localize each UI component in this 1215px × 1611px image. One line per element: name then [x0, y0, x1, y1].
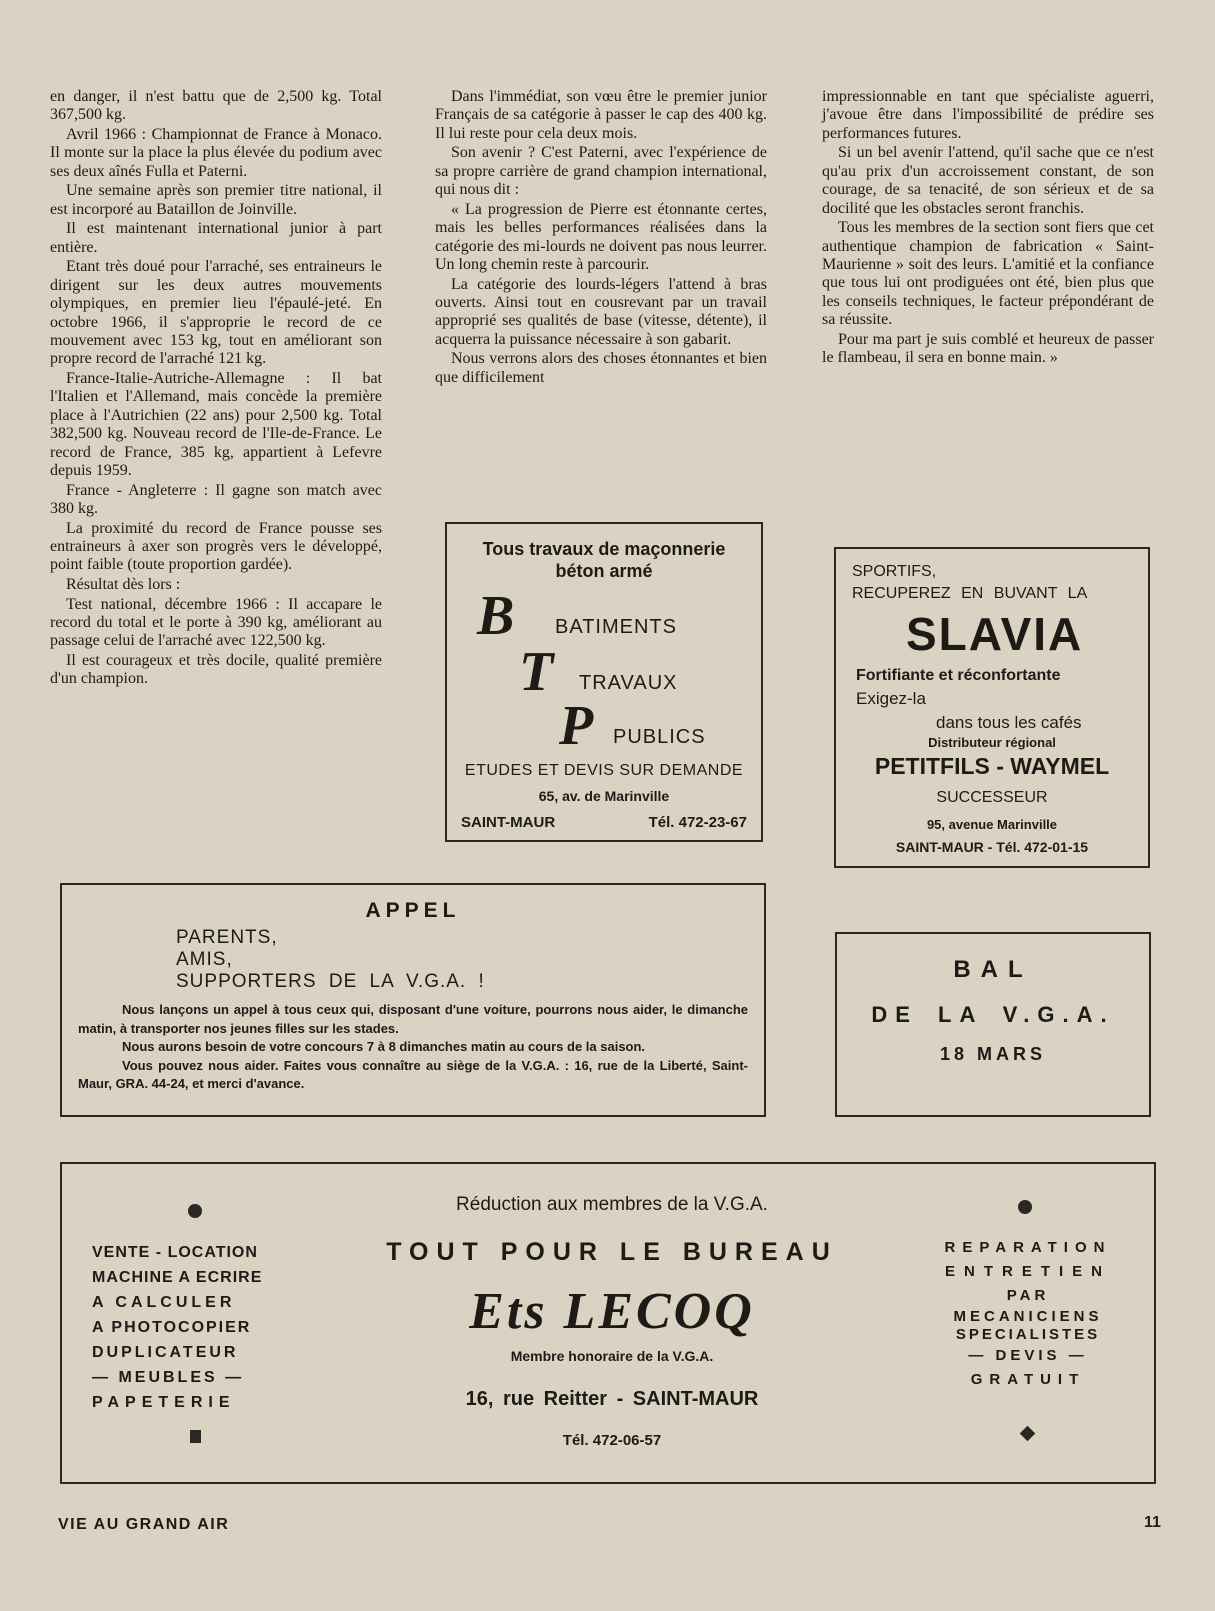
lecoq-address: 16, rue Reitter - SAINT-MAUR: [465, 1388, 759, 1410]
lecoq-tel: Tél. 472-06-57: [562, 1432, 662, 1449]
paragraph: Une semaine après son premier titre national, il est incorporé au Bataillon de Joinville.: [50, 182, 382, 218]
paragraph: La catégorie des lourds-légers l'attend à bras ouverts. Ainsi tout en cousrevant par un travail approprié ses qualités de base (vitesse, détente), il acquerra la puissance nécessaire à son gabarit.: [435, 275, 767, 348]
page-number: 11: [1144, 1514, 1161, 1531]
ad-slavia: [834, 547, 1150, 868]
service-item: SPECIALISTES: [955, 1326, 1101, 1343]
square-bullet-icon: [190, 1430, 201, 1443]
bal-box: [835, 932, 1151, 1117]
appel-line: PARENTS,: [176, 927, 278, 948]
paragraph: Nous verrons alors des choses étonnantes et bien que difficilement: [435, 350, 767, 386]
paragraph: Pour ma part je suis comblé et heureux de passer le flambeau, il sera en bonne main. »: [822, 330, 1154, 367]
service-item: ENTRETIEN: [944, 1263, 1111, 1280]
ad-etudes: ETUDES ET DEVIS SUR DEMANDE: [464, 762, 744, 779]
paragraph: Il est courageux et très docile, qualité première d'un champion.: [50, 652, 382, 688]
service-item: — DEVIS —: [968, 1347, 1088, 1364]
ad-address: 65, av. de Marinville: [538, 788, 670, 804]
bal-title: BAL: [953, 956, 1033, 983]
ad-heading: Tous travaux de maçonnerie: [482, 539, 726, 559]
paragraph: France - Angleterre : Il gagne son match avec 380 kg.: [50, 481, 382, 518]
letter-b: B: [477, 585, 515, 647]
service-item: PAR: [1006, 1287, 1050, 1304]
magazine-title: VIE AU GRAND AIR: [58, 1516, 230, 1533]
bal-subtitle: DE LA V.G.A.: [871, 1002, 1115, 1027]
distributor-name: PETITFILS - WAYMEL: [874, 753, 1110, 779]
paragraph: Tous les membres de la section sont fiers que cet authentique champion de fabrication « Saint-Maurienne » soit des leurs. L'amitié et la confiance que tous lui ont prodiguées ont été, bien plus que les conseils techniques, le facteur prépondérant de sa réussite.: [822, 219, 1154, 329]
appel-box: [60, 883, 766, 1117]
paragraph: impressionnable en tant que spécialiste aguerri, j'avoue être dans l'impossibilité de prédire ses performances futures.: [822, 88, 1154, 142]
service-item: REPARATION: [944, 1239, 1112, 1256]
word-travaux: TRAVAUX: [579, 672, 678, 694]
appel-text: Nous lançons un appel à tous ceux qui, disposant d'une voiture, pourrons nous aider, le dimanche matin, à transporter nos jeunes filles sur les stades.: [78, 1002, 748, 1036]
word-batiments: BATIMENTS: [555, 616, 677, 638]
ad-line: SPORTIFS,: [852, 563, 937, 580]
ad-city: SAINT-MAUR: [461, 814, 556, 831]
ad-line: SUCCESSEUR: [936, 789, 1048, 806]
service-item: A PHOTOCOPIER: [92, 1319, 252, 1336]
letter-p: P: [559, 695, 594, 757]
ad-line: RECUPEREZ EN BUVANT LA: [852, 585, 1088, 602]
ad-line: Exigez-la: [856, 689, 926, 708]
letter-t: T: [519, 641, 554, 703]
article-column-1: [50, 88, 382, 690]
appel-text: Nous aurons besoin de votre concours 7 à 8 dimanches matin au cours de la saison.: [122, 1039, 646, 1054]
appel-title: APPEL: [365, 899, 461, 922]
service-item: DUPLICATEUR: [92, 1344, 239, 1361]
ad-btp: [445, 522, 763, 842]
lecoq-member: Membre honoraire de la V.G.A.: [510, 1348, 714, 1364]
service-item: VENTE - LOCATION: [92, 1244, 258, 1261]
service-item: PAPETERIE: [92, 1394, 236, 1411]
ad-line: Distributeur régional: [928, 735, 1056, 750]
paragraph: Résultat dès lors :: [66, 576, 181, 594]
paragraph: La proximité du record de France pousse ses entraineurs à axer son progrès vers le développé, point faible (toute proportion gardée).: [50, 519, 382, 574]
paragraph: Il est maintenant international junior à part entière.: [50, 220, 382, 256]
bullet-icon: [1018, 1200, 1032, 1214]
service-item: MACHINE A ECRIRE: [92, 1269, 263, 1286]
appel-line: AMIS,: [176, 949, 233, 970]
paragraph: France-Italie-Autriche-Allemagne : Il bat l'Italien et l'Allemand, mais concède la première place à l'Autrichien (22 ans) pour 2,500 kg. Total 382,500 kg. Nouveau record de l'Ile-de-France. Le record de France, 385 kg, appartient à Lefevre depuis 1959.: [50, 370, 382, 480]
ad-tel: SAINT-MAUR - Tél. 472-01-15: [895, 839, 1089, 855]
article-column-2: [435, 88, 767, 388]
paragraph: Avril 1966 : Championnat de France à Monaco. Il monte sur la place la plus élevée du podium avec ses deux aînés Fulla et Paterni.: [50, 126, 382, 180]
service-item: — MEUBLES —: [92, 1369, 245, 1386]
paragraph: Dans l'immédiat, son vœu être le premier junior Français de sa catégorie à passer le cap des 400 kg. Il lui reste pour cela deux mois.: [435, 88, 767, 142]
paragraph: Etant très doué pour l'arraché, ses entraineurs le dirigent sur les deux autres mouvements olympiques, en premier lieu l'épaulé-jeté. En octobre 1966, il s'approprie le record de ce mouvement avec 153 kg, tout en améliorant son propre record de l'arraché 121 kg.: [50, 258, 382, 368]
paragraph: Son avenir ? C'est Paterni, avec l'expérience de sa propre carrière de grand champion international, qui nous dit :: [435, 144, 767, 199]
lecoq-reduction: Réduction aux membres de la V.G.A.: [456, 1194, 768, 1215]
appel-line: SUPPORTERS DE LA V.G.A. !: [176, 971, 485, 992]
service-item: GRATUIT: [970, 1371, 1086, 1388]
brand-slavia: SLAVIA: [906, 608, 1084, 660]
paragraph: en danger, il n'est battu que de 2,500 kg. Total 367,500 kg.: [50, 88, 382, 124]
bal-date: 18 MARS: [939, 1044, 1047, 1064]
service-item: A CALCULER: [92, 1294, 236, 1311]
lecoq-name: Ets LECOQ: [469, 1283, 755, 1340]
appel-text: Vous pouvez nous aider. Faites vous connaître au siège de la V.G.A. : 16, rue de la Liberté, Saint-Maur, GRA. 44-24, et merci d'avance.: [78, 1057, 748, 1091]
ad-line: dans tous les cafés: [936, 713, 1082, 732]
ad-lecoq: [60, 1162, 1156, 1484]
ad-tel: Tél. 472-23-67: [648, 814, 747, 831]
diamond-icon: [1020, 1426, 1036, 1442]
service-item: MECANICIENS: [953, 1308, 1103, 1325]
bullet-icon: [188, 1204, 202, 1218]
ad-address: 95, avenue Marinville: [926, 817, 1058, 832]
ad-tagline: Fortifiante et réconfortante: [856, 667, 1061, 684]
word-publics: PUBLICS: [613, 726, 706, 748]
lecoq-services-left: [92, 1240, 302, 1415]
paragraph: « La progression de Pierre est étonnante certes, mais les belles performances réalisées dans la catégorie des mi-lourds ne doivent pas nous leurrer. Un long chemin reste à parcourir.: [435, 200, 767, 274]
lecoq-headline: TOUT POUR LE BUREAU: [386, 1238, 838, 1266]
article-column-3: [822, 88, 1154, 369]
ad-heading: béton armé: [555, 561, 653, 581]
lecoq-services-right: [922, 1236, 1134, 1392]
paragraph: Si un bel avenir l'attend, qu'il sache que ce n'est qu'au prix d'un accroissement constant, de son courage, de sa tenacité, de son sérieux et de sa docilité que les obstacles seront franchis.: [822, 144, 1154, 217]
paragraph: Test national, décembre 1966 : Il accapare le record du total et le porte à 390 kg, améliorant au passage celui de l'arraché avec 122,500 kg.: [50, 595, 382, 650]
